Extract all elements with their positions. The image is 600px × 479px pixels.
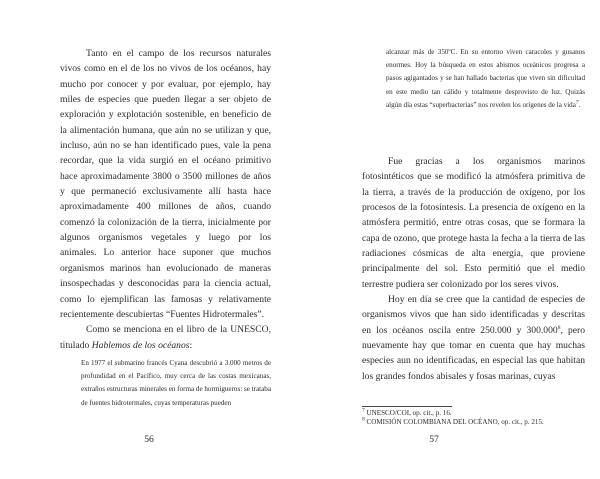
left-paragraph-2-suffix: : (189, 339, 193, 351)
footnote-8 (362, 418, 585, 427)
footnote-ref-8: 8 (557, 324, 561, 331)
footnotes (362, 409, 585, 428)
right-page (300, 0, 600, 479)
page-number-right: 57 (429, 434, 439, 445)
footnote-7 (362, 409, 585, 418)
right-body-text (362, 154, 585, 384)
footnote-7-text: UNESCO/COI, op. cit., p. 16. (364, 409, 452, 417)
footnote-7-number: 7 (362, 407, 365, 414)
left-body-text (60, 46, 271, 353)
right-block-quote (386, 46, 585, 112)
left-paragraph-2 (60, 322, 271, 353)
footnote-divider (362, 406, 452, 407)
left-block-quote: En 1977 el submarino francés Cyana descubrió a 3.000 metros de profundidad en el Pacífico, muy cerca de las costas mexicanas, extraños estructuras minerales en forma de hormigueros: se trataba de fuentes hidrotermales, cuyas temperaturas pueden (81, 359, 271, 407)
book-title: Hablemos de los océanos (91, 339, 190, 351)
footnote-8-text: COMISIÓN COLOMBIANA DEL OCÉANO, op. cit., p. 215. (364, 418, 544, 427)
page-number-left: 56 (144, 434, 154, 445)
footnote-8-number: 8 (362, 417, 365, 424)
right-paragraph-2-prefix: Hoy en día se cree que la cantidad de especies de organismos vivos que han sido identificadas y descritas en los océanos oscila entre 250.000 y 300.000 (362, 294, 585, 336)
right-quote-text: alcanzar más de 350ºC. En su entorno viven caracoles y gusanos enormes. Hoy la búsqueda en estos abismos oceánicos progresa a pasos agigantados y se han hallado bacterias que viven sin dificultad en este medio tan cálido y totalmente desprovisto de luz. Quizás algún día estas “superbacterias” nos revelen los orígenes de la vida (386, 48, 585, 109)
footnote-ref-7: 7 (575, 99, 579, 106)
right-quote-end: . (578, 100, 581, 109)
left-paragraph-2-prefix: Como se menciona en el libro de la UNESCO, titulado (60, 324, 271, 351)
right-paragraph-1: Fue gracias a los organismos marinos fotosintéticos que se modificó la atmósfera primitiva de la tierra, a través de la producción de oxígeno, por los procesos de la fotosíntesis. La presencia de oxígeno en la atmósfera permitió, entre otras cosas, que se formara la capa de ozono, que protege hasta la fecha a la tierra de las radiaciones cósmicas de alta energía, que proviene principalmente del sol. Esto permitió que el medio terrestre pudiera ser colonizado por los seres vivos. (362, 156, 585, 290)
right-paragraph-2-suffix: , pero nuevamente hay que tomar en cuenta que hay muchas especies aun no identificadas, en especial las que habitan los grandes fondos abisales y fosas marinas, cuyas (362, 324, 585, 382)
left-paragraph-1: Tanto en el campo de los recursos naturales vivos como en el de los no vivos de los océanos, hay mucho por conocer y por evaluar, por ejemplo, hay miles de especies que pueden llegar a ser objeto de exploración y explotación sostenible, en beneficio de la alimentación humana, que aún no se utilizan y que, incluso, aún no se han identificado pues, vale la pena recordar, que la vida surgió en el océano primitivo hace aproximadamente 3800 o 3500 millones de años y que permaneció exclusivamente allí hasta hace aproximadamente 400 millones de años, cuando comenzó la colonización de la tierra, inicialmente por algunos organismos vegetales y luego por los animales. Lo anterior hace suponer que muchos organismos marinos han evolucionado de maneras insospechadas y desconocidas para la ciencia actual, como lo ejemplifican las famosas y relativamente recientemente descubiertas “Fuentes Hidrotermales”. (60, 48, 271, 320)
right-paragraph-2 (362, 292, 585, 384)
